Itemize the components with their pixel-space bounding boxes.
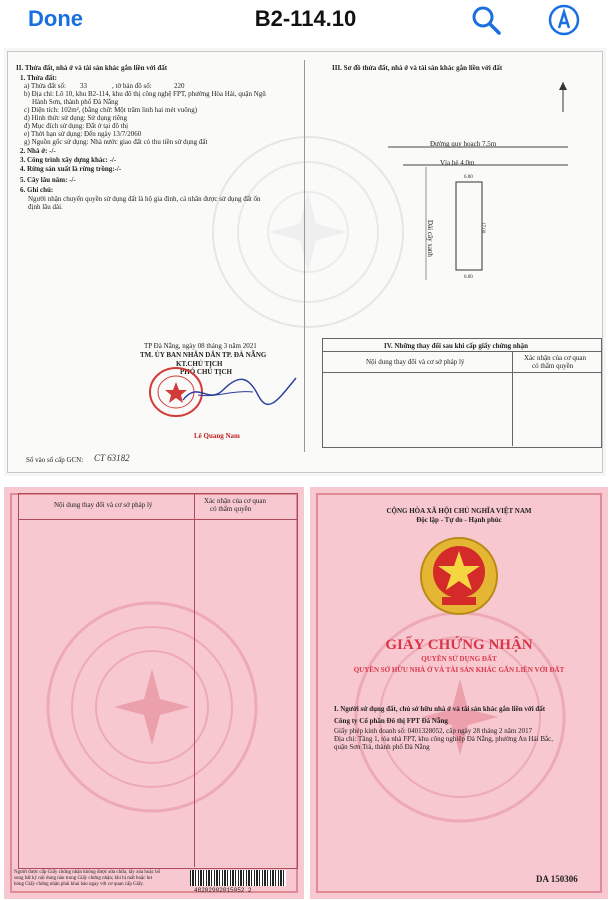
owner-heading: I. Người sử dụng đất, chủ sở hữu nhà ở và tài sản khác gắn liền với đất <box>334 705 546 713</box>
serial-number: DA 150306 <box>536 874 578 884</box>
c-line: c) Diện tích: 102m², (bằng chữ: Một trăm linh hai mét vuông) <box>24 106 198 114</box>
f-line: e) Thời hạn sử dụng: Đến ngày 13/7/2060 <box>24 130 142 138</box>
sign-org: TM. ỦY BAN NHÂN DÂN TP. ĐÀ NẴNG <box>140 351 267 359</box>
table-header-line-back <box>18 519 297 520</box>
table-col-divider <box>512 351 513 446</box>
page-divider <box>304 60 305 452</box>
thua-dat-label: 1. Thửa đất: <box>20 74 57 82</box>
ghi-chu-label: 6. Ghi chú: <box>20 186 54 194</box>
owner-line-3: quận Sơn Trà, thành phố Đà Nẵng <box>334 743 430 751</box>
owner-line-1: Giấy phép kinh doanh số: 0401328052, cấp ngày 28 tháng 2 năm 2017 <box>334 727 533 735</box>
road-label: Đường quy hoạch 7.5m <box>430 140 497 148</box>
b-line1: b) Địa chỉ: Lô 10, khu B2-114, khu đô thị công nghệ FPT, phường Hòa Hải, quận Ngũ <box>24 90 266 98</box>
country-name: CỘNG HÒA XÃ HỘI CHỦ NGHĨA VIỆT NAM <box>386 507 532 515</box>
search-icon[interactable] <box>470 4 502 36</box>
to-ban-do-label: , tờ bản đồ số: <box>112 82 152 90</box>
signer-name: Lê Quang Nam <box>194 432 240 440</box>
changes-table-back <box>18 493 298 869</box>
cong-trinh-line: 3. Công trình xây dựng khác: -/- <box>20 156 117 164</box>
rung-line: 4. Rừng sản xuất là rừng trồng:-/- <box>20 165 122 173</box>
sign-role-2: PHÓ CHỦ TỊCH <box>180 368 232 376</box>
table-col2-header-back-a: Xác nhận của cơ quan <box>204 497 267 505</box>
markup-icon[interactable] <box>548 4 580 36</box>
certificate-subtitle-1: QUYỀN SỬ DỤNG ĐẤT <box>421 655 497 663</box>
certificate-inner-frame <box>7 51 603 473</box>
dim-bottom: 6.00 <box>464 275 473 280</box>
so-vao-so-value: CT 63182 <box>94 453 130 463</box>
top-bar <box>0 0 611 40</box>
table-col2-header-back-b: có thẩm quyền <box>210 505 252 513</box>
page-title: B2-114.10 <box>254 6 357 31</box>
table-col1-header-back: Nội dung thay đổi và cơ sở pháp lý <box>54 501 153 509</box>
to-ban-do-value: 220 <box>174 82 185 90</box>
nha-o-line: 2. Nhà ở: -/- <box>20 147 56 155</box>
sign-role: KT.CHỦ TỊCH <box>176 360 223 368</box>
barcode-number: 48202902015052 2 <box>194 887 252 894</box>
d-line: d) Hình thức sử dụng: Sử dụng riêng <box>24 114 127 122</box>
footer-note-3: hỏng Giấy chứng nhận phải khai báo ngay với cơ quan cấp Giấy. <box>14 882 144 887</box>
a-label: a) Thửa đất số: <box>24 82 66 90</box>
section-3-heading: III. Sơ đồ thửa đất, nhà ở và tài sản khác gắn liền với đất <box>332 64 503 72</box>
table-col2-header-a: Xác nhận của cơ quan <box>524 354 587 362</box>
sign-place-date: TP Đà Nẵng, ngày 08 tháng 3 năm 2021 <box>144 342 257 350</box>
done-button[interactable]: Done <box>28 6 83 31</box>
table-header-line <box>322 351 601 352</box>
g-line: g) Nguồn gốc sử dụng: Nhà nước giao đất có thu tiền sử dụng đất <box>24 138 208 146</box>
signature-icon <box>178 370 298 410</box>
dai-cay-xanh-label: Dải cây xanh <box>426 220 434 257</box>
so-vao-so-label: Số vào sổ cấp GCN: <box>26 456 84 464</box>
cay-lau-nam-line: 5. Cây lâu năm: -/- <box>20 176 76 184</box>
table-col1-header: Nội dung thay đổi và cơ sở pháp lý <box>366 358 465 366</box>
north-arrow-icon <box>556 80 570 114</box>
a-value: 33 <box>80 82 87 90</box>
owner-line-2: Địa chỉ: Tầng 1, tòa nhà FPT, khu công nghiệp Đà Nẵng, phường An Hải Bắc, <box>334 735 553 743</box>
table-col2-header-b: có thẩm quyền <box>532 362 574 370</box>
ghi-chu-text-2: định lâu dài. <box>28 203 63 211</box>
national-emblem-icon <box>418 535 500 617</box>
dim-top: 6.00 <box>464 175 473 180</box>
certificate-subtitle-2: QUYỀN SỞ HỮU NHÀ Ở VÀ TÀI SẢN KHÁC GẮN LIỀN VỚI ĐẤT <box>353 666 565 674</box>
footer-note-2: sung bất kỳ nội dung nào trong Giấy chứng nhận; khi bị mất hoặc hư <box>14 876 152 881</box>
dim-side: 17.00 <box>480 222 485 234</box>
certificate-cover-page <box>310 487 608 899</box>
table-subheader-line <box>322 372 601 373</box>
section-4-heading: IV. Những thay đổi sau khi cấp giấy chứng nhận <box>384 342 529 350</box>
b-line2: Hành Sơn, thành phố Đà Nẵng <box>32 98 119 106</box>
e-line: đ) Mục đích sử dụng: Đất ở tại đô thị <box>24 122 129 130</box>
barcode-icon <box>190 870 286 886</box>
via-he-label: Vỉa hè 4.0m <box>440 159 475 167</box>
owner-name: Công ty Cổ phần Đô thị FPT Đà Nẵng <box>334 717 448 725</box>
table-col-divider-back <box>194 493 195 867</box>
certificate-back-page <box>4 487 304 899</box>
ghi-chu-text-1: Người nhận chuyển quyền sử dụng đất là hộ gia đình, cá nhân được sử dụng đất ổn <box>28 195 261 203</box>
footer-note-1: Người được cấp Giấy chứng nhận không được sửa chữa, tẩy xóa hoặc bổ <box>14 870 161 875</box>
certificate-title: GIẤY CHỨNG NHẬN <box>385 637 533 653</box>
section-2-heading: II. Thửa đất, nhà ở và tài sản khác gắn liền với đất <box>16 64 168 72</box>
national-motto: Độc lập - Tự do - Hạnh phúc <box>416 516 502 524</box>
land-plot-diagram <box>308 130 568 290</box>
certificate-page-2-3 <box>4 48 606 476</box>
